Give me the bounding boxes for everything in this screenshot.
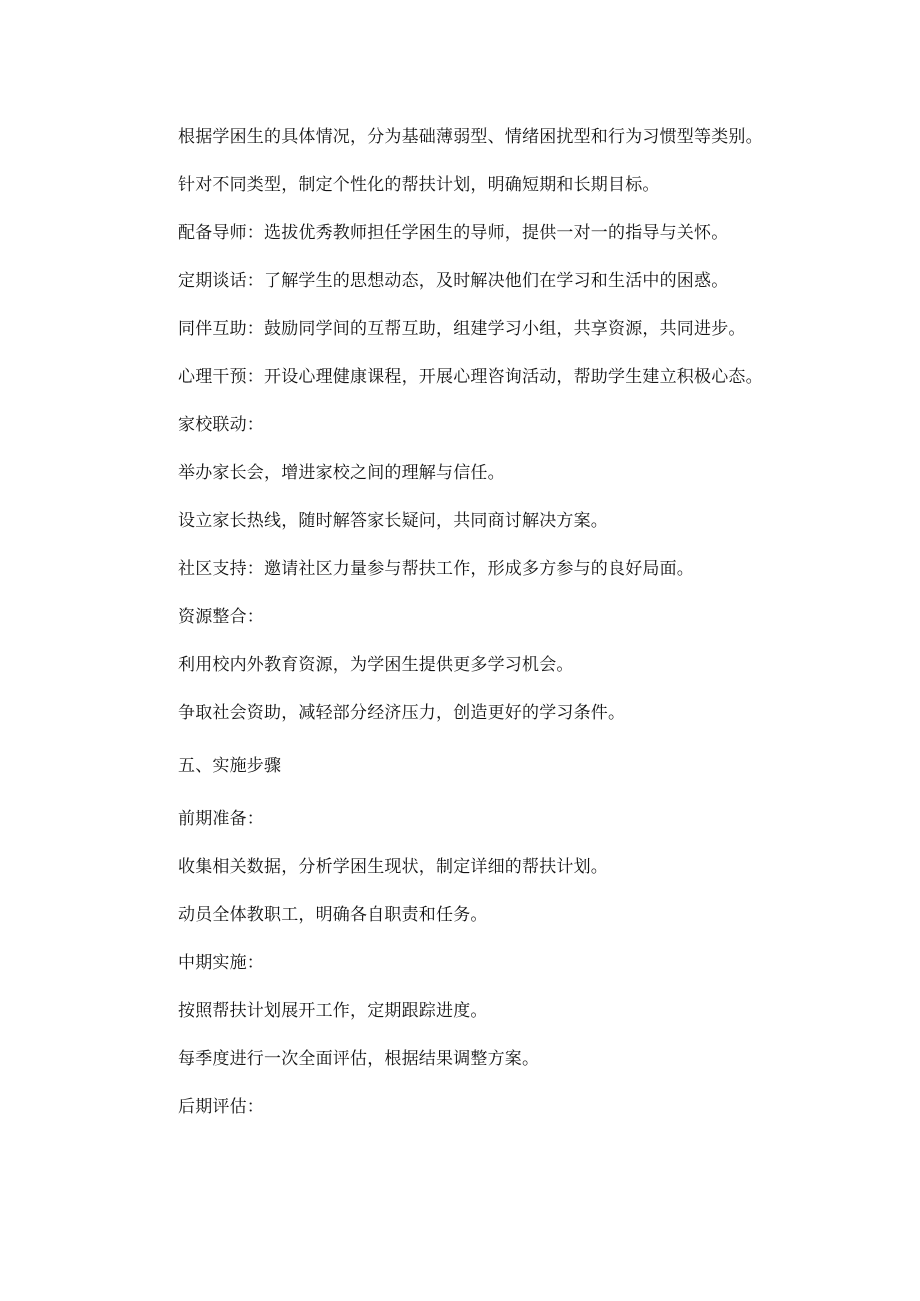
text-line: 争取社会资助，减轻部分经济压力，创造更好的学习条件。: [178, 703, 626, 723]
section-label: 家校联动：: [178, 415, 264, 435]
text-line: 同伴互助：鼓励同学间的互帮互助，组建学习小组，共享资源，共同进步。: [178, 319, 746, 339]
text-line: 定期谈话：了解学生的思想动态，及时解决他们在学习和生活中的困惑。: [178, 271, 729, 291]
text-line: 按照帮扶计划展开工作，定期跟踪进度。: [178, 1001, 488, 1021]
section-label: 前期准备：: [178, 809, 264, 829]
text-line: 每季度进行一次全面评估，根据结果调整方案。: [178, 1049, 540, 1069]
document-body: [178, 119, 838, 1137]
text-line: 动员全体教职工，明确各自职责和任务。: [178, 905, 488, 925]
text-line: 针对不同类型，制定个性化的帮扶计划，明确短期和长期目标。: [178, 175, 660, 195]
section-heading: 五、实施步骤: [178, 756, 282, 776]
text-line: 心理干预：开设心理健康课程，开展心理咨询活动，帮助学生建立积极心态。: [178, 367, 763, 387]
text-line: 设立家长热线，随时解答家长疑问，共同商讨解决方案。: [178, 511, 608, 531]
section-label: 资源整合：: [178, 607, 264, 627]
text-line: 根据学困生的具体情况，分为基础薄弱型、情绪困扰型和行为习惯型等类别。: [178, 127, 763, 147]
section-label: 中期实施：: [178, 953, 264, 973]
text-line: 收集相关数据，分析学困生现状，制定详细的帮扶计划。: [178, 857, 608, 877]
text-line: 举办家长会，增进家校之间的理解与信任。: [178, 463, 505, 483]
text-line: 利用校内外教育资源，为学困生提供更多学习机会。: [178, 655, 574, 675]
section-label: 后期评估：: [178, 1097, 264, 1117]
text-line: 社区支持：邀请社区力量参与帮扶工作，形成多方参与的良好局面。: [178, 559, 694, 579]
text-line: 配备导师：选拔优秀教师担任学困生的导师，提供一对一的指导与关怀。: [178, 223, 729, 243]
